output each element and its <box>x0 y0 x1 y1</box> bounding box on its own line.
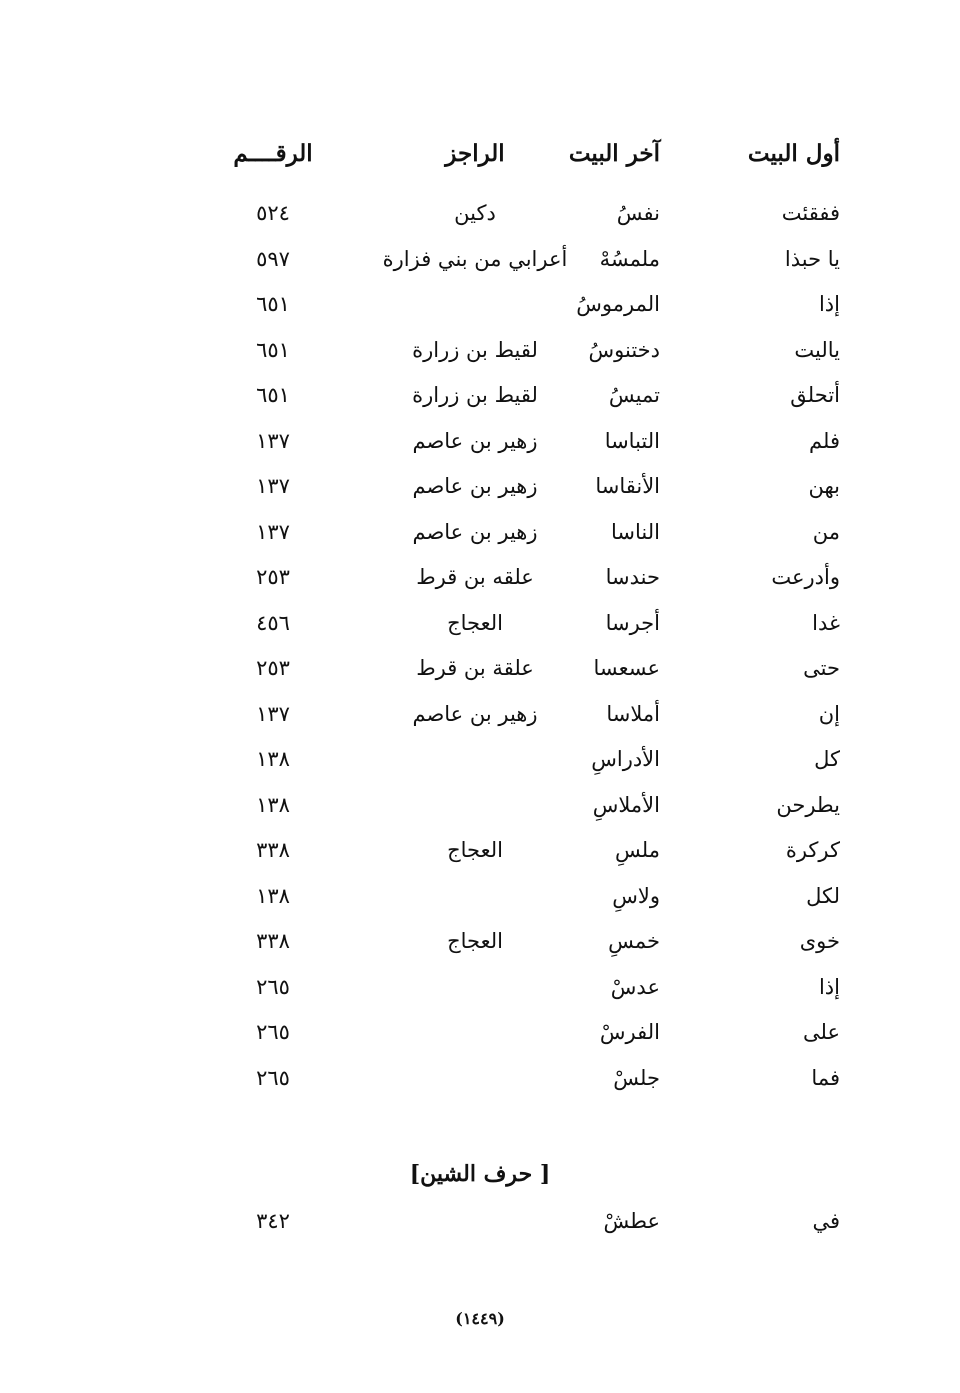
last-verse-cell: ولاسِ <box>612 883 660 908</box>
last-verse-cell: الأنقاسا <box>595 474 660 498</box>
number-cell: ١٣٨ <box>256 792 290 817</box>
number-cell: ١٣٨ <box>256 747 290 771</box>
poet-cell: زهير بن عاصم <box>412 701 538 726</box>
table-row <box>0 509 960 555</box>
last-verse-cell: أملاسا <box>606 701 660 726</box>
last-verse-cell: ملسِ <box>615 838 660 862</box>
last-verse-cell: الأدراسِ <box>591 747 660 771</box>
number-cell: ١٣٧ <box>256 519 290 544</box>
number-cell: ٦٥١ <box>256 337 290 362</box>
last-verse-cell: عسعسا <box>593 656 660 680</box>
first-verse-cell: على <box>803 1020 840 1044</box>
first-verse-cell: غدا <box>812 610 840 635</box>
number-cell: ٦٥١ <box>256 292 290 316</box>
table-row <box>0 600 960 646</box>
header-first-verse: أول البيت <box>747 140 840 167</box>
poet-cell: لقيط بن زرارة <box>412 383 538 407</box>
first-verse-cell: كل <box>814 747 840 771</box>
last-verse-cell: نفسُ <box>616 201 660 225</box>
poet-cell: العجاج <box>447 929 503 953</box>
last-verse-cell: عطشْ <box>603 1209 660 1233</box>
table-row <box>0 1198 960 1244</box>
number-cell: ٢٦٥ <box>256 1020 290 1044</box>
last-verse-cell: المرموسُ <box>576 292 660 316</box>
number-cell: ١٣٨ <box>256 883 290 908</box>
first-verse-cell: فما <box>811 1065 840 1090</box>
first-verse-cell: خوى <box>799 929 840 953</box>
first-verse-cell: فلم <box>809 428 840 453</box>
page-number: (١٤٤٩) <box>455 1309 505 1328</box>
first-verse-cell: يا حبذا <box>784 246 840 271</box>
last-verse-cell: عدسْ <box>610 974 660 999</box>
last-verse-cell: أجرسا <box>605 610 660 635</box>
number-cell: ٥٩٧ <box>256 246 290 271</box>
poet-cell: لقيط بن زرارة <box>412 337 538 362</box>
last-verse-cell: ملمسُهْ <box>599 246 660 271</box>
last-verse-cell: الفرسْ <box>599 1020 660 1044</box>
table-row <box>0 782 960 828</box>
last-verse-cell: الأملاسِ <box>592 792 660 817</box>
last-verse-cell: دختنوسُ <box>588 337 660 362</box>
table-row <box>0 372 960 418</box>
poet-cell: العجاج <box>447 610 503 635</box>
table-row <box>0 1009 960 1055</box>
header-poet: الراجز <box>445 140 505 167</box>
first-verse-cell: إن <box>818 701 840 726</box>
table-row <box>0 281 960 327</box>
number-cell: ٢٥٣ <box>256 565 290 589</box>
number-cell: ١٣٧ <box>256 701 290 726</box>
first-verse-cell: حتى <box>803 656 840 680</box>
first-verse-cell: من <box>812 519 840 544</box>
table-row <box>0 554 960 600</box>
number-cell: ٢٦٥ <box>256 1065 290 1090</box>
table-row <box>0 873 960 919</box>
first-verse-cell: ففقئت <box>781 201 840 225</box>
table-row <box>0 1055 960 1101</box>
poet-cell: علقة بن قرط <box>416 656 534 680</box>
last-verse-cell: خمسِ <box>608 929 660 953</box>
first-verse-cell: أتحلق <box>790 383 840 407</box>
number-cell: ٢٥٣ <box>256 656 290 680</box>
first-verse-cell: في <box>812 1209 840 1233</box>
table-row <box>0 236 960 282</box>
poet-cell: زهير بن عاصم <box>412 474 538 498</box>
first-verse-cell: بهن <box>808 474 840 498</box>
last-verse-cell: التباسا <box>604 428 660 453</box>
poet-cell: زهير بن عاصم <box>412 428 538 453</box>
number-cell: ٣٤٢ <box>256 1209 290 1233</box>
first-verse-cell: إذا <box>818 974 840 999</box>
first-verse-cell: لكل <box>806 883 840 908</box>
section-title: [ حرف الشين] <box>409 1161 551 1187</box>
table-row <box>0 964 960 1010</box>
table-row <box>0 190 960 236</box>
poet-cell: أعرابي من بني فزارة <box>382 246 568 271</box>
last-verse-cell: جلسْ <box>613 1065 660 1090</box>
number-cell: ٣٣٨ <box>256 838 290 862</box>
number-cell: ٤٥٦ <box>256 610 290 635</box>
table-header <box>0 131 960 177</box>
first-verse-cell: ياليت <box>794 337 840 362</box>
number-cell: ٦٥١ <box>256 383 290 407</box>
poet-cell: علقه بن قرط <box>416 565 534 589</box>
poet-cell: زهير بن عاصم <box>412 519 538 544</box>
first-verse-cell: يطرحن <box>776 792 840 817</box>
number-cell: ١٣٧ <box>256 428 290 453</box>
last-verse-cell: تميسُ <box>608 383 660 407</box>
table-row <box>0 827 960 873</box>
table-row <box>0 327 960 373</box>
number-cell: ٥٢٤ <box>256 201 290 225</box>
table-row <box>0 918 960 964</box>
poet-cell: دكين <box>454 201 496 225</box>
last-verse-cell: الناسا <box>611 519 660 544</box>
number-cell: ٣٣٨ <box>256 929 290 953</box>
table-row <box>0 736 960 782</box>
first-verse-cell: وأدرعت <box>771 565 840 589</box>
header-last-verse: آخر البيت <box>568 140 660 167</box>
first-verse-cell: كركرة <box>785 838 840 862</box>
table-row <box>0 463 960 509</box>
table-row <box>0 645 960 691</box>
number-cell: ٢٦٥ <box>256 974 290 999</box>
table-row <box>0 418 960 464</box>
last-verse-cell: حندسا <box>605 565 660 589</box>
table-row <box>0 691 960 737</box>
first-verse-cell: إذا <box>818 292 840 316</box>
number-cell: ١٣٧ <box>256 474 290 498</box>
poet-cell: العجاج <box>447 838 503 862</box>
header-number: الرقــــم <box>233 140 313 167</box>
